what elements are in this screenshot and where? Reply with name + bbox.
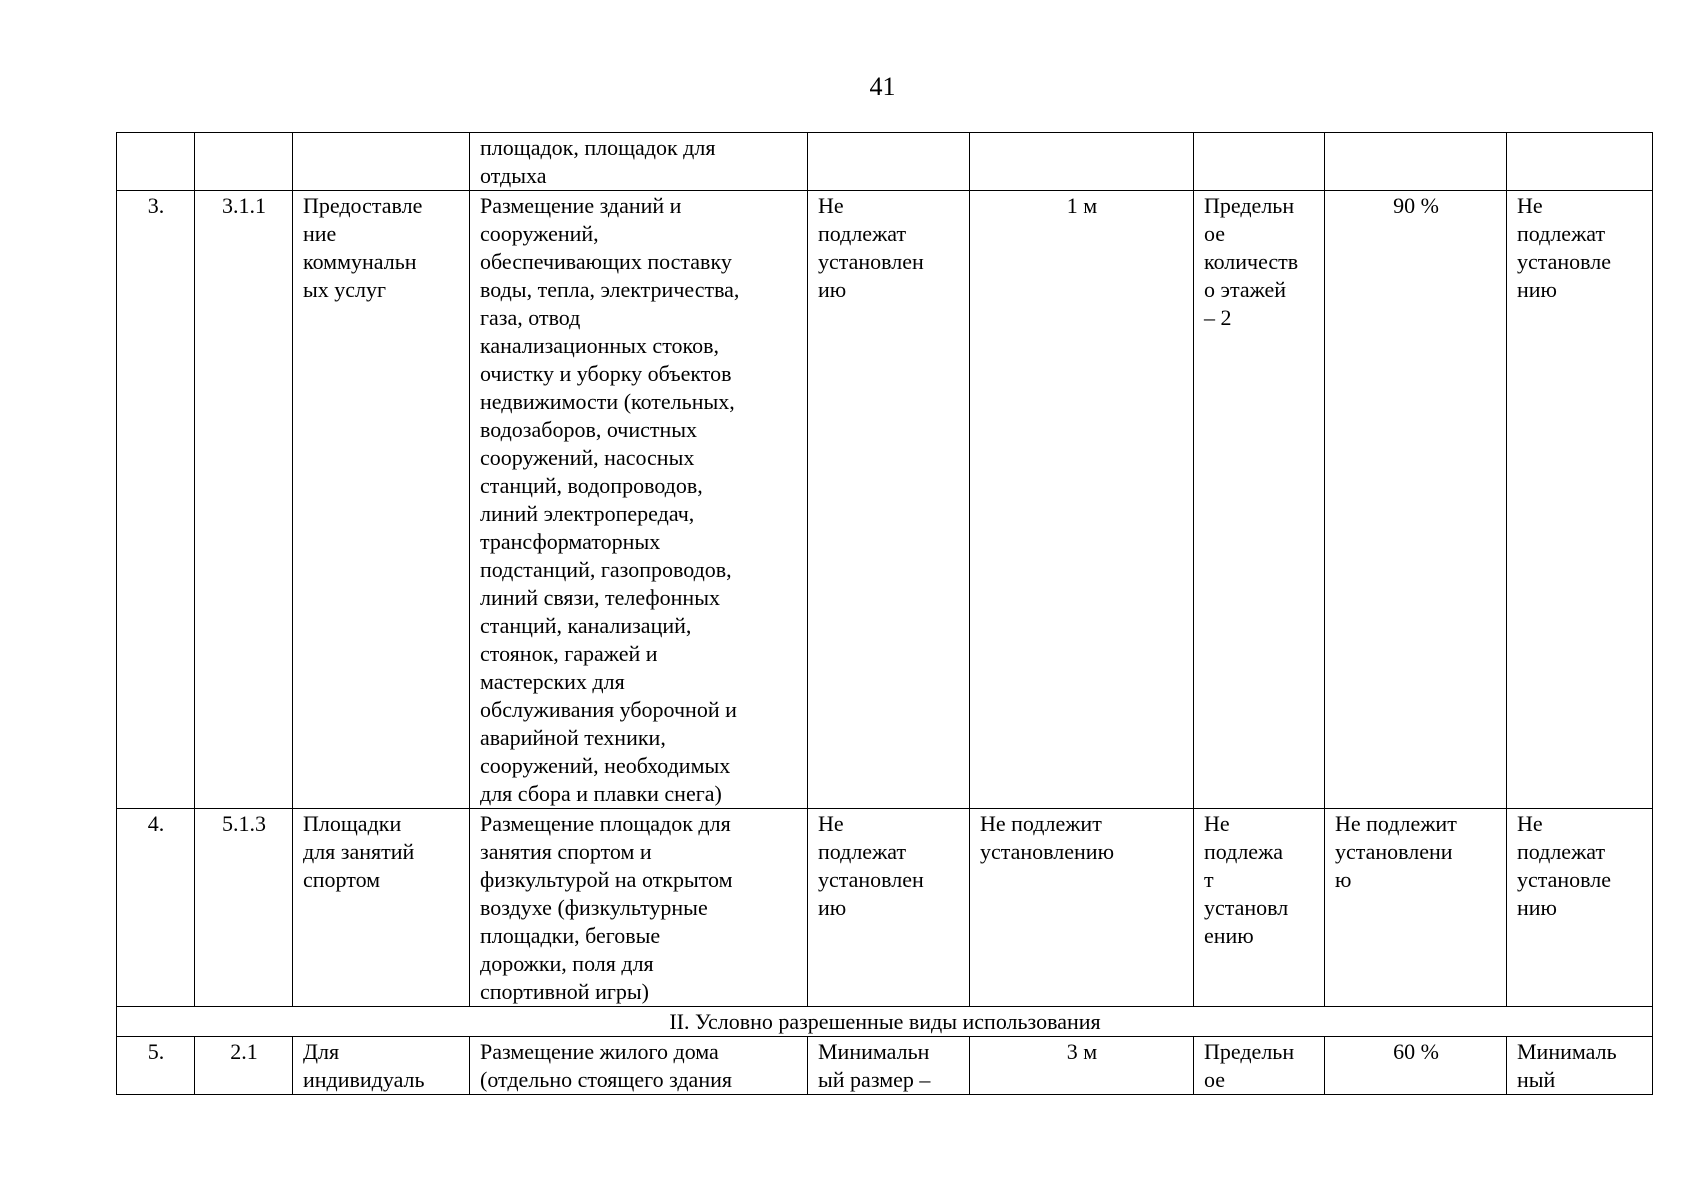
cell-text-line: – 2 bbox=[1204, 305, 1232, 330]
cell-setback bbox=[970, 133, 1194, 191]
cell-description bbox=[470, 1037, 808, 1095]
cell-text-line: спортом bbox=[303, 867, 381, 892]
cell-plot-size bbox=[808, 191, 970, 809]
cell-text-line: ию bbox=[818, 277, 847, 302]
cell-text-line: 3 м bbox=[1066, 1039, 1098, 1064]
cell-text-line: для занятий bbox=[303, 839, 415, 864]
cell-setback bbox=[970, 809, 1194, 1007]
cell-text-line: Предоставле bbox=[303, 193, 423, 218]
cell-plot-size bbox=[808, 809, 970, 1007]
cell-text-line: индивидуаль bbox=[303, 1067, 425, 1092]
cell-text-line: сооружений, необходимых bbox=[480, 753, 731, 778]
cell-text-line: площадки, беговые bbox=[480, 923, 661, 948]
cell-floors bbox=[1194, 1037, 1325, 1095]
cell-text-line: сооружений, насосных bbox=[480, 445, 695, 470]
cell-text-line: Размещение площадок для bbox=[480, 811, 731, 836]
cell-text-line: воды, тепла, электричества, bbox=[480, 277, 740, 302]
cell-text-line: установлен bbox=[818, 867, 924, 892]
cell-text-line: трансформаторных bbox=[480, 529, 661, 554]
cell-other bbox=[1507, 191, 1653, 809]
cell-text-line: нию bbox=[1517, 895, 1557, 920]
cell-text-line: Не подлежит bbox=[1335, 811, 1457, 836]
cell-text-line: стоянок, гаражей и bbox=[480, 641, 658, 666]
cell-text-line: сооружений, bbox=[480, 221, 599, 246]
cell-text-line: ю bbox=[1335, 867, 1352, 892]
cell-num bbox=[117, 133, 195, 191]
table-row bbox=[117, 1037, 1653, 1095]
cell-name bbox=[293, 191, 470, 809]
cell-text-line: установлению bbox=[980, 839, 1115, 864]
cell-text-line: ению bbox=[1204, 923, 1254, 948]
cell-text-line: Не bbox=[818, 811, 844, 836]
cell-text-line: установл bbox=[1204, 895, 1289, 920]
cell-text-line: аварийной техники, bbox=[480, 725, 666, 750]
cell-text-line: подлежат bbox=[1517, 839, 1606, 864]
cell-other bbox=[1507, 1037, 1653, 1095]
section-heading: II. Условно разрешенные виды использования bbox=[117, 1007, 1653, 1037]
cell-num: 4. bbox=[117, 809, 195, 1007]
cell-text-line: 1 м bbox=[1066, 193, 1098, 218]
cell-code bbox=[195, 133, 293, 191]
cell-plot-size bbox=[808, 1037, 970, 1095]
cell-text-line: дорожки, поля для bbox=[480, 951, 654, 976]
cell-coverage bbox=[1325, 809, 1507, 1007]
cell-setback bbox=[970, 191, 1194, 809]
cell-text-line: Не bbox=[1204, 811, 1230, 836]
zoning-regulations-table bbox=[116, 132, 1653, 1095]
cell-text-line: занятия спортом и bbox=[480, 839, 652, 864]
cell-text-line: для сбора и плавки снега) bbox=[480, 781, 722, 806]
cell-text-line: установле bbox=[1517, 867, 1612, 892]
cell-plot-size bbox=[808, 133, 970, 191]
cell-text-line: очистку и уборку объектов bbox=[480, 361, 732, 386]
cell-text-line: количеств bbox=[1204, 249, 1299, 274]
cell-description bbox=[470, 809, 808, 1007]
cell-text-line: воздухе (физкультурные bbox=[480, 895, 708, 920]
table-row bbox=[117, 191, 1653, 809]
cell-text-line: мастерских для bbox=[480, 669, 625, 694]
cell-text-line: Минимальн bbox=[818, 1039, 930, 1064]
cell-floors bbox=[1194, 133, 1325, 191]
cell-floors bbox=[1194, 191, 1325, 809]
cell-name bbox=[293, 1037, 470, 1095]
cell-text-line: спортивной игры) bbox=[480, 979, 649, 1004]
cell-text-line: Не bbox=[818, 193, 844, 218]
page-number: 41 bbox=[869, 72, 896, 101]
cell-coverage bbox=[1325, 191, 1507, 809]
cell-text-line: подстанций, газопроводов, bbox=[480, 557, 732, 582]
table-row bbox=[117, 809, 1653, 1007]
cell-other bbox=[1507, 133, 1653, 191]
cell-description bbox=[470, 191, 808, 809]
cell-text-line: ое bbox=[1204, 1067, 1226, 1092]
cell-text-line: подлежат bbox=[818, 839, 907, 864]
cell-text-line: ых услуг bbox=[303, 277, 387, 302]
cell-text-line: подлежат bbox=[818, 221, 907, 246]
cell-description bbox=[470, 133, 808, 191]
cell-coverage bbox=[1325, 133, 1507, 191]
cell-code: 2.1 bbox=[195, 1037, 293, 1095]
cell-text-line: канализационных стоков, bbox=[480, 333, 719, 358]
cell-text-line: водозаборов, очистных bbox=[480, 417, 698, 442]
table-row bbox=[117, 133, 1653, 191]
cell-text-line: линий электропередач, bbox=[480, 501, 695, 526]
cell-text-line: 60 % bbox=[1393, 1039, 1439, 1064]
cell-text-line: ию bbox=[818, 895, 847, 920]
cell-text-line: установле bbox=[1517, 249, 1612, 274]
cell-code: 5.1.3 bbox=[195, 809, 293, 1007]
cell-other bbox=[1507, 809, 1653, 1007]
cell-text-line: Размещение жилого дома bbox=[480, 1039, 719, 1064]
cell-text-line: о этажей bbox=[1204, 277, 1287, 302]
cell-text-line: отдыха bbox=[480, 163, 547, 188]
cell-text-line: недвижимости (котельных, bbox=[480, 389, 735, 414]
cell-text-line: установлени bbox=[1335, 839, 1453, 864]
cell-text-line: газа, отвод bbox=[480, 305, 581, 330]
cell-text-line: Предельн bbox=[1204, 1039, 1295, 1064]
cell-text-line: физкультурой на открытом bbox=[480, 867, 733, 892]
cell-text-line: линий связи, телефонных bbox=[480, 585, 720, 610]
cell-name bbox=[293, 133, 470, 191]
cell-num: 3. bbox=[117, 191, 195, 809]
cell-text-line: площадок, площадок для bbox=[480, 135, 716, 160]
section-heading-row bbox=[117, 1007, 1653, 1037]
cell-text-line: Площадки bbox=[303, 811, 402, 836]
cell-text-line: Не bbox=[1517, 811, 1543, 836]
cell-coverage bbox=[1325, 1037, 1507, 1095]
cell-text-line: подлежа bbox=[1204, 839, 1284, 864]
cell-text-line: коммунальн bbox=[303, 249, 417, 274]
cell-code: 3.1.1 bbox=[195, 191, 293, 809]
cell-text-line: Для bbox=[303, 1039, 340, 1064]
cell-num: 5. bbox=[117, 1037, 195, 1095]
cell-text-line: станций, водопроводов, bbox=[480, 473, 703, 498]
cell-setback bbox=[970, 1037, 1194, 1095]
cell-text-line: 90 % bbox=[1393, 193, 1439, 218]
cell-text-line: Не bbox=[1517, 193, 1543, 218]
cell-text-line: нию bbox=[1517, 277, 1557, 302]
cell-text-line: установлен bbox=[818, 249, 924, 274]
cell-text-line: ние bbox=[303, 221, 337, 246]
cell-text-line: ый размер – bbox=[818, 1067, 931, 1092]
cell-text-line: подлежат bbox=[1517, 221, 1606, 246]
cell-text-line: обслуживания уборочной и bbox=[480, 697, 737, 722]
cell-text-line: обеспечивающих поставку bbox=[480, 249, 732, 274]
cell-floors bbox=[1194, 809, 1325, 1007]
cell-text-line: Не подлежит bbox=[980, 811, 1102, 836]
cell-text-line: Минималь bbox=[1517, 1039, 1617, 1064]
cell-name bbox=[293, 809, 470, 1007]
cell-text-line: ое bbox=[1204, 221, 1226, 246]
cell-text-line: Размещение зданий и bbox=[480, 193, 682, 218]
cell-text-line: Предельн bbox=[1204, 193, 1295, 218]
cell-text-line: ный bbox=[1517, 1067, 1556, 1092]
cell-text-line: станций, канализаций, bbox=[480, 613, 692, 638]
cell-text-line: (отдельно стоящего здания bbox=[480, 1067, 732, 1092]
cell-text-line: т bbox=[1204, 867, 1214, 892]
